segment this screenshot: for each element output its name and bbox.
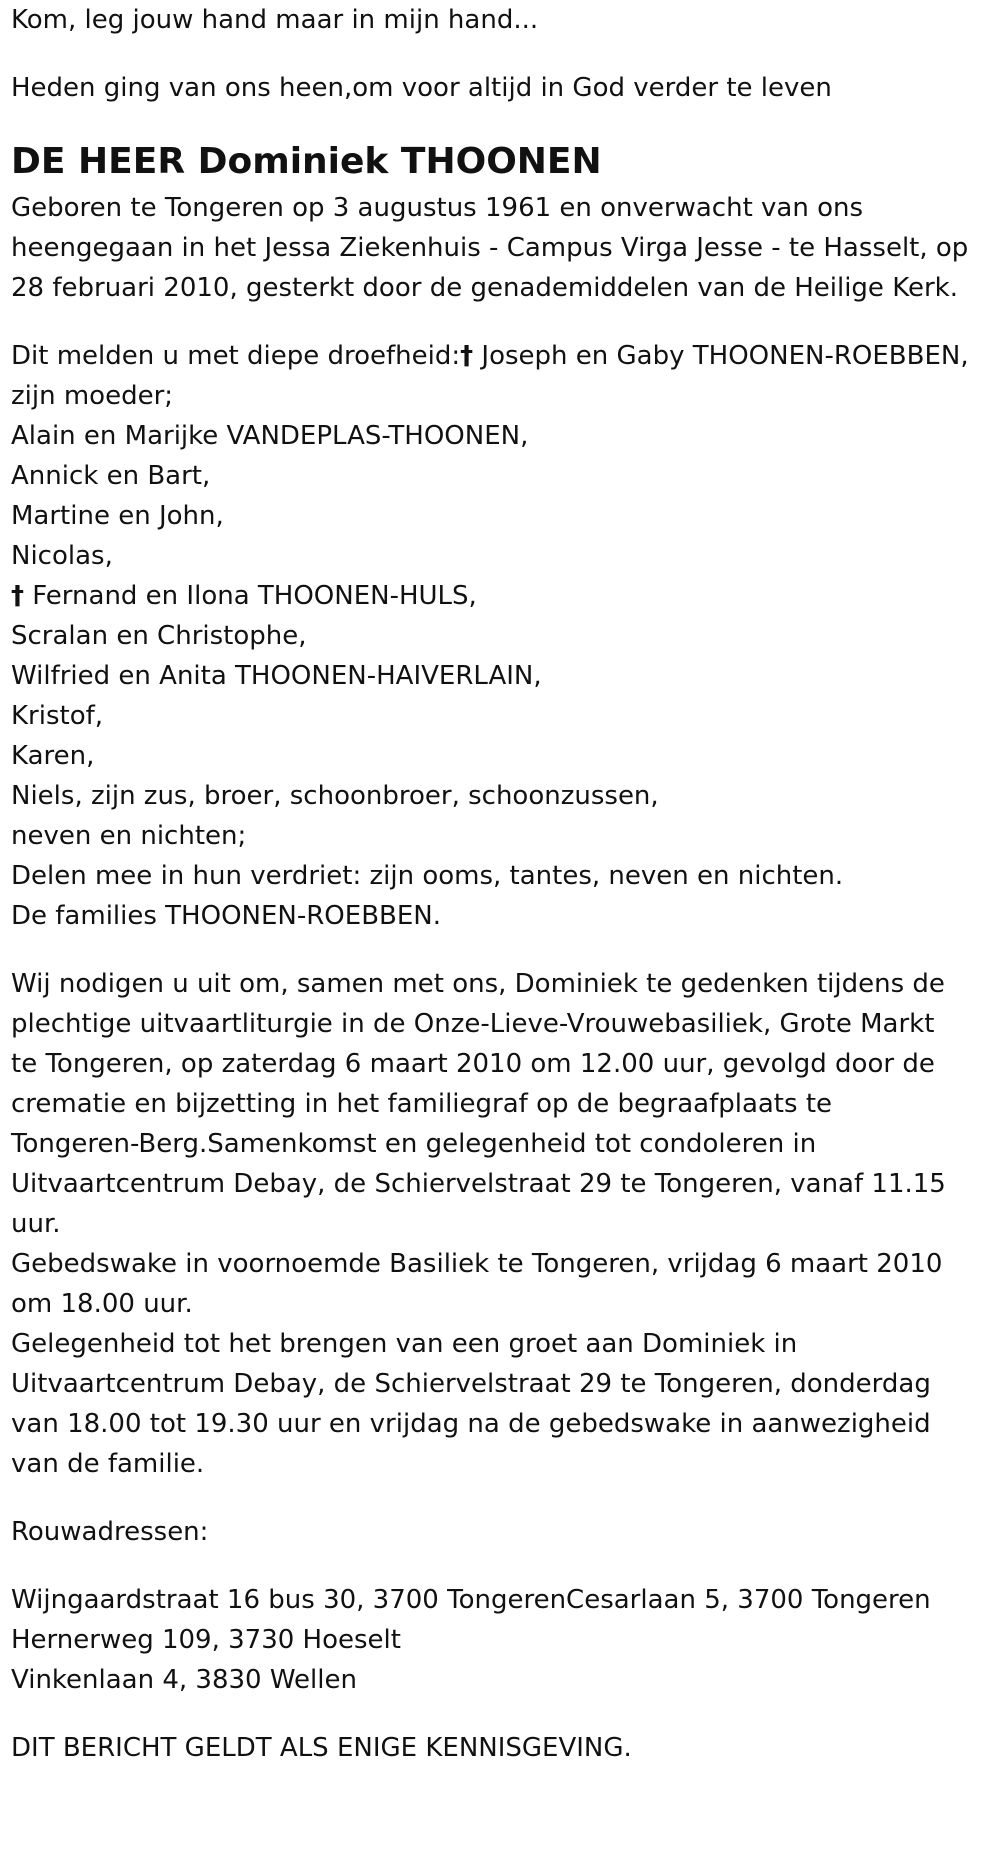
ceremony-line: Uitvaartcentrum Debay, de Schiervelstraat 29 te Tongeren, donderdag — [11, 1369, 931, 1399]
announce-prefix: Dit melden u met diepe droefheid: — [11, 341, 461, 371]
family-line: Wilfried en Anita THOONEN-HAIVERLAIN, — [11, 661, 542, 691]
spacer — [11, 1700, 996, 1728]
birth-line: 28 februari 2010, gesterkt door de genademiddelen van de Heilige Kerk. — [11, 273, 958, 303]
addresses-list — [11, 1580, 996, 1700]
family-line: Delen mee in hun verdriet: zijn ooms, tantes, neven en nichten. — [11, 861, 844, 891]
announce-first: Joseph en Gaby THOONEN-ROEBBEN, — [473, 341, 969, 371]
cross-icon: † — [460, 341, 474, 371]
cross-line-text: Fernand en Ilona THOONEN-HULS, — [24, 581, 477, 611]
ceremony-line: om 18.00 uur. — [11, 1289, 193, 1319]
family-line: Alain en Marijke VANDEPLAS-THOONEN, — [11, 421, 529, 451]
birth-line: Geboren te Tongeren op 3 augustus 1961 en onverwacht van ons — [11, 193, 864, 223]
family-line: Scralan en Christophe, — [11, 621, 307, 651]
family-line: neven en nichten; — [11, 821, 247, 851]
spacer — [11, 308, 996, 336]
ceremony-line: te Tongeren, op zaterdag 6 maart 2010 om 12.00 uur, gevolgd door de — [11, 1049, 935, 1079]
ceremony-line: uur. — [11, 1209, 61, 1239]
family-line: Annick en Bart, — [11, 461, 211, 491]
family-paragraph — [11, 336, 996, 936]
family-line: Martine en John, — [11, 501, 224, 531]
ceremony-paragraph — [11, 964, 996, 1484]
family-line: zijn moeder; — [11, 381, 174, 411]
cross-icon: † — [11, 581, 24, 611]
family-line-deceased — [11, 576, 996, 616]
spacer — [11, 936, 996, 964]
address-line: Wijngaardstraat 16 bus 30, 3700 TongerenCesarlaan 5, 3700 Tongeren — [11, 1585, 931, 1615]
ceremony-line: crematie en bijzetting in het familiegraf op de begraafplaats te — [11, 1089, 833, 1119]
ceremony-line: Wij nodigen u uit om, samen met ons, Dominiek te gedenken tijdens de — [11, 969, 945, 999]
birth-paragraph — [11, 188, 996, 308]
ceremony-line: plechtige uitvaartliturgie in de Onze-Lieve-Vrouwebasiliek, Grote Markt — [11, 1009, 935, 1039]
closing-notice: DIT BERICHT GELDT ALS ENIGE KENNISGEVING. — [11, 1733, 632, 1763]
family-line: Kristof, — [11, 701, 104, 731]
address-line: Vinkenlaan 4, 3830 Wellen — [11, 1665, 357, 1695]
intro-text: Heden ging van ons heen,om voor altijd in God verder te leven — [11, 73, 832, 103]
spacer — [11, 40, 996, 68]
birth-line: heengegaan in het Jessa Ziekenhuis - Campus Virga Jesse - te Hasselt, op — [11, 233, 969, 263]
family-line: Karen, — [11, 741, 95, 771]
spacer — [11, 1484, 996, 1512]
addresses-label: Rouwadressen: — [11, 1517, 209, 1547]
ceremony-line: Uitvaartcentrum Debay, de Schiervelstraat 29 te Tongeren, vanaf 11.15 — [11, 1169, 946, 1199]
family-line: Niels, zijn zus, broer, schoonbroer, schoonzussen, — [11, 781, 659, 811]
ceremony-line: van 18.00 tot 19.30 uur en vrijdag na de gebedswake in aanwezigheid — [11, 1409, 931, 1439]
motto-text: Kom, leg jouw hand maar in mijn hand... — [11, 5, 539, 35]
spacer — [11, 108, 996, 136]
family-line: Nicolas, — [11, 541, 113, 571]
spacer — [11, 1552, 996, 1580]
announce-line — [11, 336, 996, 376]
ceremony-line: Gelegenheid tot het brengen van een groet aan Dominiek in — [11, 1329, 798, 1359]
ceremony-line: van de familie. — [11, 1449, 205, 1479]
obituary-document — [11, 0, 996, 1768]
ceremony-line: Gebedswake in voornoemde Basiliek te Tongeren, vrijdag 6 maart 2010 — [11, 1249, 943, 1279]
address-line: Hernerweg 109, 3730 Hoeselt — [11, 1625, 401, 1655]
deceased-name: DE HEER Dominiek THOONEN — [11, 141, 602, 182]
ceremony-line: Tongeren-Berg.Samenkomst en gelegenheid tot condoleren in — [11, 1129, 817, 1159]
family-line: De families THOONEN-ROEBBEN. — [11, 901, 442, 931]
